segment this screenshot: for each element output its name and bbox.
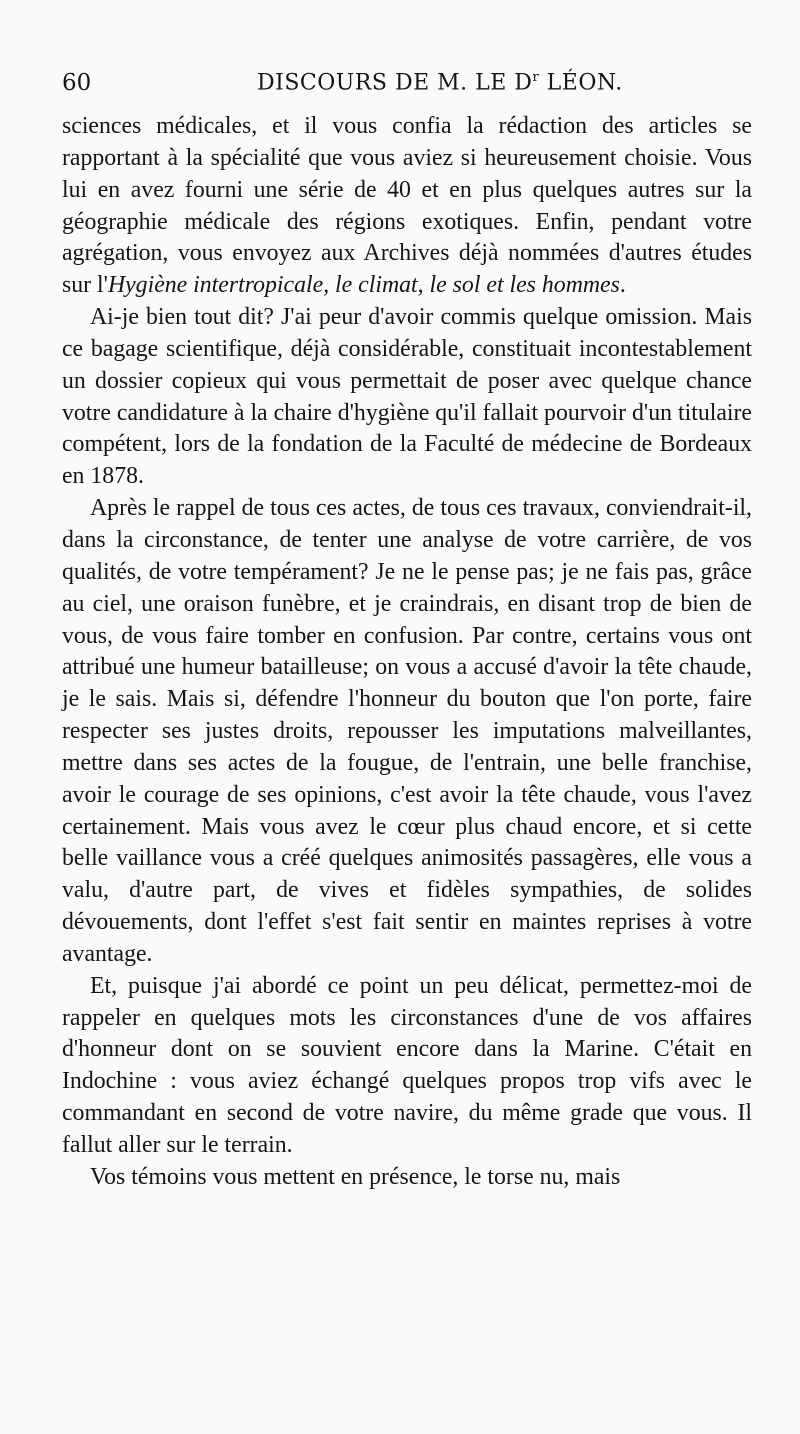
paragraph-1-text: sciences médicales, et il vous confia la rédaction des articles se rapportant à la spécialité que vous aviez si heureusement choisie. Vous lui en avez fourni une série de 40 et en plus quelques autres sur la géographie médicale des régions exotiques. Enfin, pendant votre agrégation, vous envoyez aux Archives déjà nommées d'autres études sur l' <box>62 113 752 299</box>
paragraph-1 <box>62 111 752 302</box>
paragraph-1-end: . <box>619 272 626 299</box>
paragraph-2: Ai-je bien tout dit? J'ai peur d'avoir commis quelque omission. Mais ce bagage scientifique, déjà considérable, constituait incontestablement un dossier copieux qui vous permettait de poser avec quelque chance votre candidature à la chaire d'hygiène qu'il fallait pourvoir d'un titulaire compétent, lors de la fondation de la Faculté de médecine de Bordeaux en 1878. <box>62 304 752 490</box>
paragraph-1-italic-title: Hygiène intertropicale, le climat, le sol et les hommes <box>107 272 620 299</box>
page-number: 60 <box>62 70 92 96</box>
paragraph-5: Vos témoins vous mettent en présence, le torse nu, mais <box>90 1163 621 1190</box>
running-title-prefix: DISCOURS DE M. LE D <box>257 70 533 96</box>
page-header <box>62 70 748 104</box>
paragraph-4: Et, puisque j'ai abordé ce point un peu délicat, permettez-moi de rappeler en quelques mots les circonstances d'une de vos affaires d'honneur dont on se souvient encore dans la Marine. C'était en Indochine : vous aviez échangé quelques propos trop vifs avec le commandant en second de votre navire, du même grade que vous. Il fallut aller sur le terrain. <box>62 972 752 1158</box>
body-text <box>62 111 752 1194</box>
running-title <box>257 70 623 95</box>
running-title-superscript: r <box>532 70 540 85</box>
paragraph-3: Après le rappel de tous ces actes, de tous ces travaux, conviendrait-il, dans la circonstance, de tenter une analyse de votre carrière, de vos qualités, de votre tempérament? Je ne le pense pas; je ne fais pas, grâce au ciel, une oraison funèbre, et je craindrais, en disant trop de bien de vous, de vous faire tomber en confusion. Par contre, certains vous ont attribué une humeur batailleuse; on vous a accusé d'avoir la tête chaude, je le sais. Mais si, défendre l'honneur du bouton que l'on porte, faire respecter ses justes droits, repousser les imputations malveillantes, mettre dans ses actes de la fougue, de l'entrain, une belle franchise, avoir le courage de ses opinions, c'est avoir la tête chaude, vous l'avez certainement. Mais vous avez le cœur plus chaud encore, et si cette belle vaillance vous a créé quelques animosités passagères, elle vous a valu, d'autre part, de vives et fidèles sympathies, de solides dévouements, dont l'effet s'est fait sentir en maintes reprises à votre avantage. <box>62 495 752 967</box>
running-title-suffix: LÉON. <box>539 70 623 96</box>
